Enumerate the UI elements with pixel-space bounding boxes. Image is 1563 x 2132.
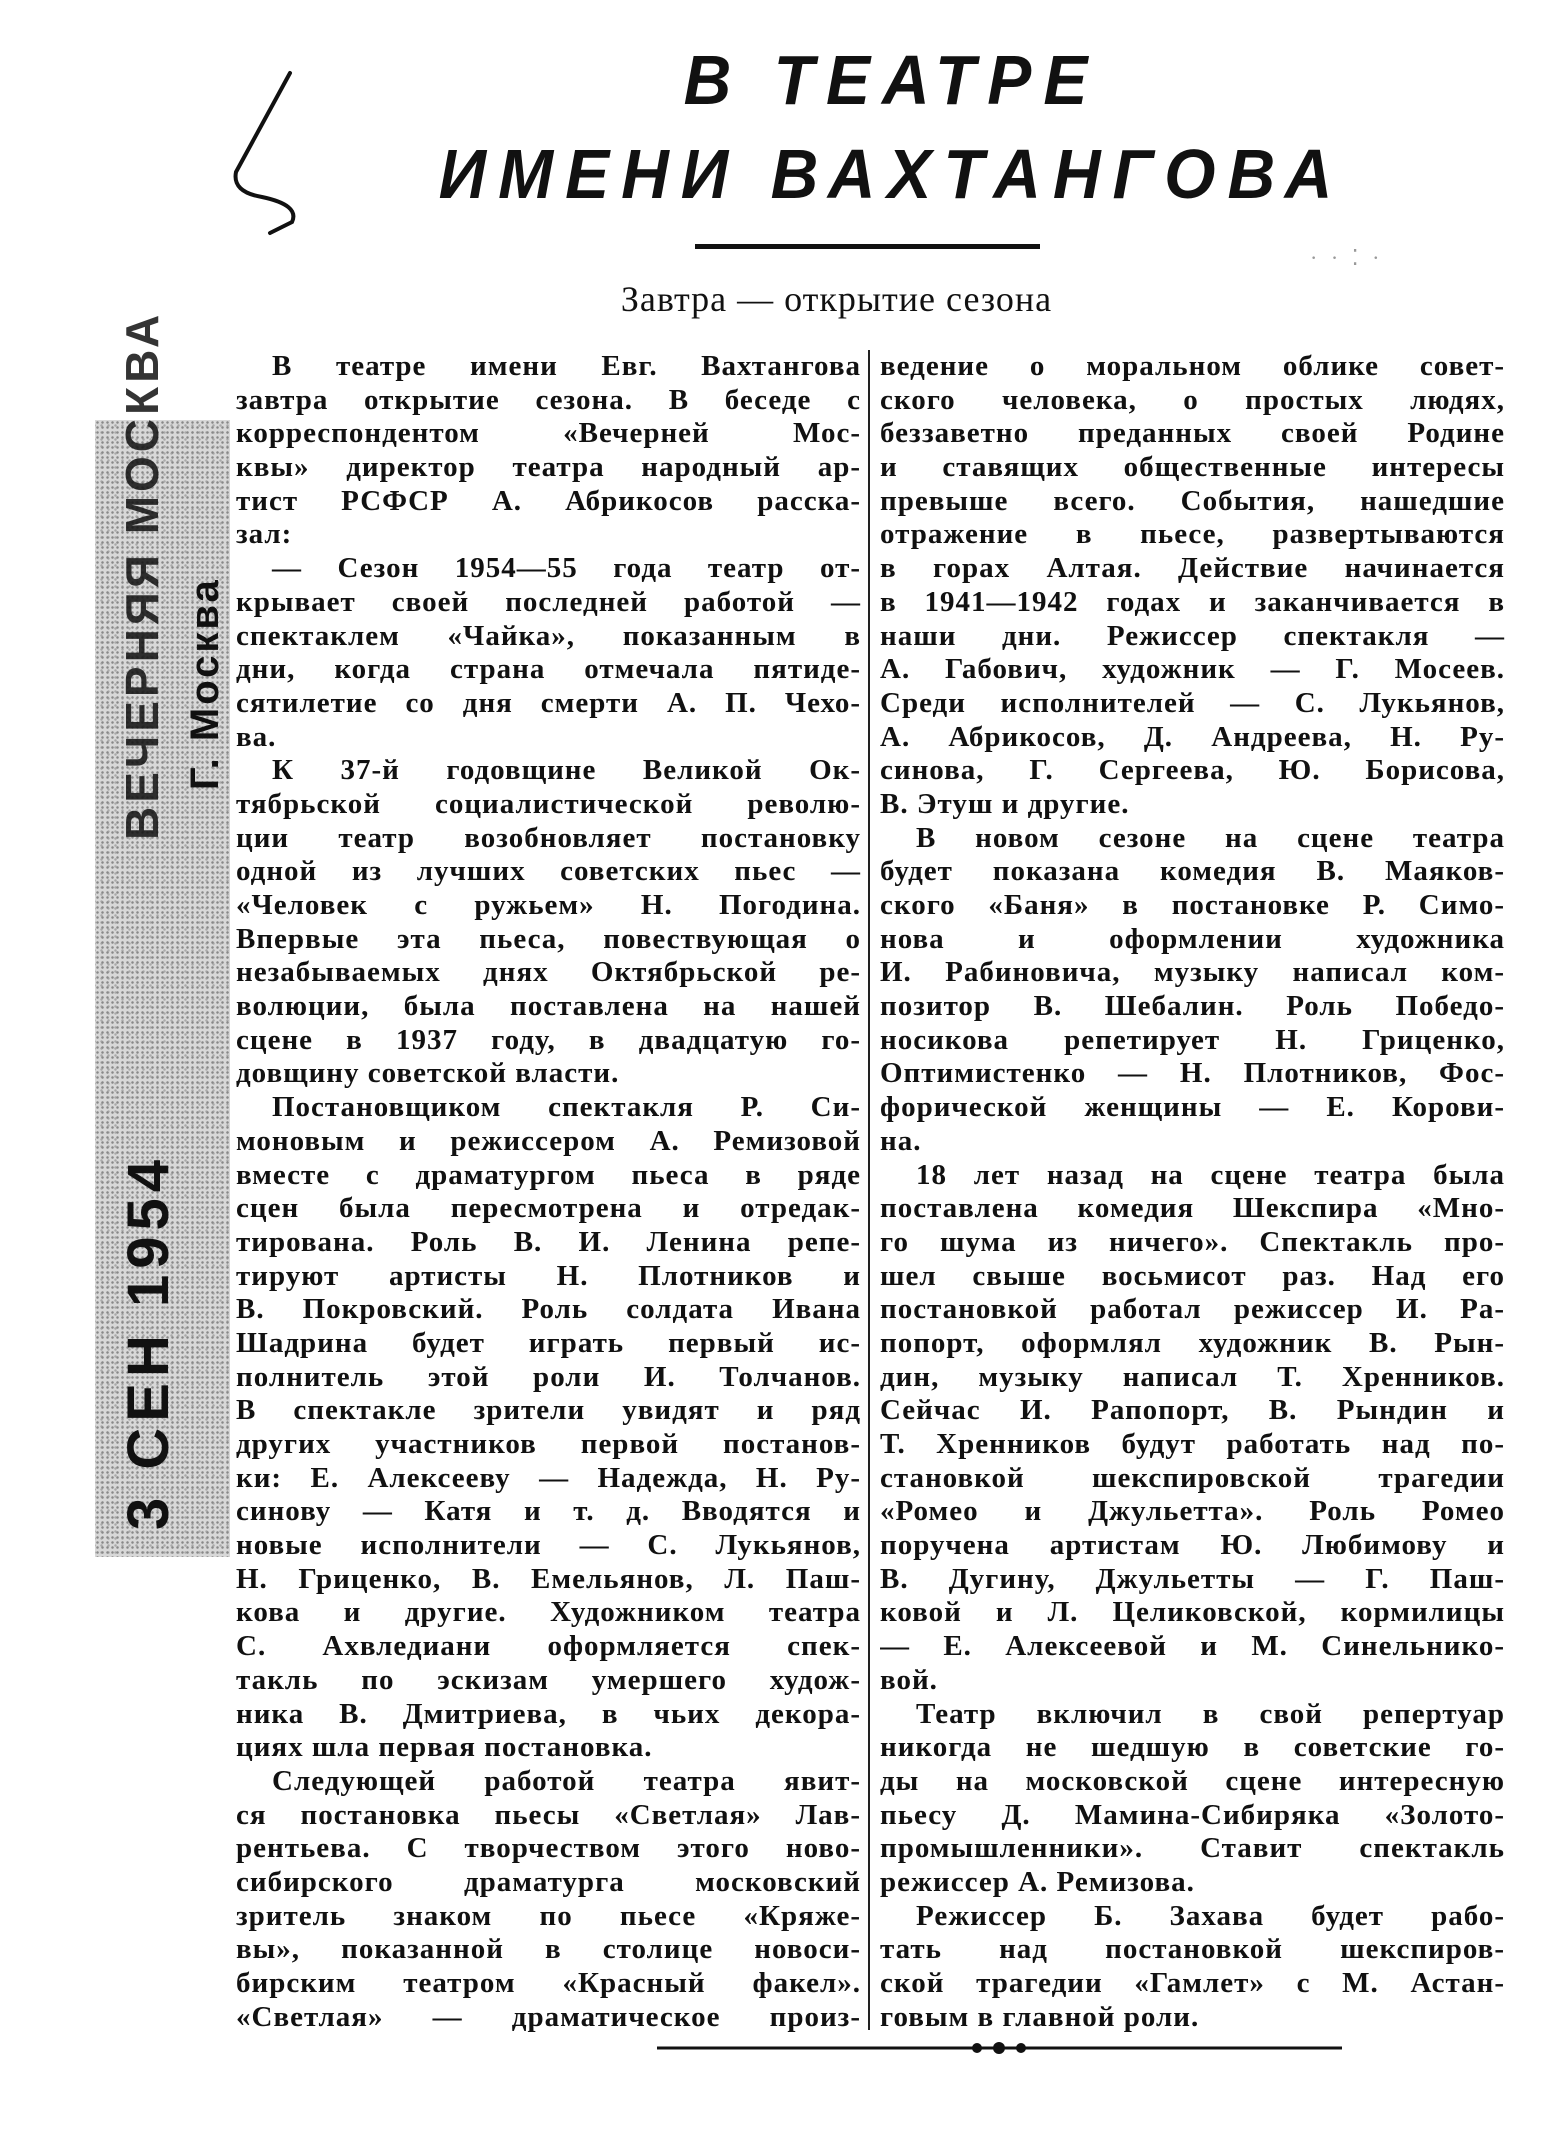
text-line: В новом сезоне на сцене театра [916,821,1505,854]
text-line: — Сезон 1954—55 года театр от- [272,552,861,585]
text-line: говым в главной роли. [880,2000,1200,2033]
text-line: тябрьской социалистической револю- [236,787,861,820]
text-line: корреспондентом «Вечерней Мос- [236,417,861,450]
text-line: новые исполнители — С. Лукьянов, [236,1529,861,1562]
text-line: дин, музыку написал Т. Хренников. [880,1360,1505,1393]
text-line: ского «Баня» в постановке Р. Симо- [880,889,1505,921]
text-line: «Светлая» — драматическое произ- [236,2000,861,2033]
text-line: отражение в пьесе, развертываются [880,518,1505,551]
text-line: поручена артистам Ю. Любимову и [880,1529,1505,1562]
paragraph [236,754,861,1091]
archive-stamp [95,310,230,1557]
text-line: Оптимистенко — Н. Плотников, Фос- [880,1057,1505,1090]
paragraph [880,1698,1505,1900]
text-line: синову — Катя и т. д. Вводятся и [236,1495,861,1528]
text-line: Впервые эта пьеса, повествующая о [236,922,861,955]
text-line: С. Ахвледиани оформляется спек- [236,1630,861,1663]
text-line: полнитель этой роли И. Толчанов. [236,1360,861,1393]
text-line: попорт, оформлял художник В. Рын- [880,1326,1505,1359]
text-line: волюции, была поставлена на нашей [236,990,861,1023]
text-line: в горах Алтая. Действие начинается [880,552,1505,585]
text-line: А. Габович, художник — Г. Мосеев. [880,653,1505,686]
stamp-date: 3 СЕН 1954 [116,1154,181,1530]
text-line: Н. Гриценко, В. Емельянов, Л. Паш- [236,1562,861,1595]
text-line: тист РСФСР А. Абрикосов расска- [236,484,861,517]
text-line: тать над постановкой шекспиров- [880,1933,1505,1966]
text-line: зал: [236,518,293,551]
text-line: ника В. Дмитриева, в чьих декора- [236,1697,861,1730]
text-line: кова и другие. Художником театра [236,1596,861,1629]
text-line: Сейчас И. Рапопорт, В. Рындин и [880,1394,1505,1427]
text-line: «Ромео и Джульетта». Роль Ромео [880,1495,1505,1528]
text-line: Режиссер Б. Захава будет рабо- [916,1899,1505,1932]
text-line: одной из лучших советских пьес — [236,855,861,888]
paragraph [880,350,1505,822]
paragraph [880,1900,1505,2035]
text-line: В. Покровский. Роль солдата Ивана [236,1293,861,1326]
text-line: ки: Е. Алексееву — Надежда, Н. Ру- [236,1461,861,1494]
text-line: в 1941—1942 годах и заканчивается в [880,585,1505,618]
text-line: ся постановка пьесы «Светлая» Лав- [236,1798,861,1831]
text-line: носикова репетирует Н. Гриценко, [880,1023,1505,1056]
text-line: Театр включил в свой репертуар [916,1697,1505,1730]
end-ornament [657,2040,1342,2056]
text-line: ского человека, о простых людях, [880,383,1505,416]
text-line: нова и оформлении художника [880,922,1505,955]
paragraph [880,1159,1505,1698]
text-line: К 37-й годовщине Великой Ок- [272,754,861,787]
paragraph [236,1765,861,2035]
text-line: на. [880,1124,922,1157]
paragraph [236,1091,861,1765]
text-line: Шадрина будет играть первый ис- [236,1326,861,1359]
text-line: моновым и режиссером А. Ремизовой [236,1124,861,1157]
text-line: зритель знаком по пьесе «Кряже- [236,1899,861,1932]
handwritten-pencil-mark [0,0,330,260]
text-line: А. Абрикосов, Д. Андреева, Н. Ру- [880,720,1505,753]
text-line: беззаветно преданных своей Родине [880,417,1505,450]
paragraph [236,350,861,552]
text-line: ведение о моральном облике совет- [880,350,1505,382]
text-line: И. Рабиновича, музыку написал ком- [880,956,1505,989]
text-line: дни, когда страна отмечала пятиде- [236,653,861,686]
text-line: синова, Г. Сергеева, Ю. Борисова, [880,754,1505,787]
text-line: крывает своей последней работой — [236,585,861,618]
article-column-right [880,350,1505,2034]
text-line: В театре имени Евг. Вахтангова [272,350,861,382]
text-line: ды на московской сцене интересную [880,1764,1505,1797]
headline-rule [695,244,1040,249]
text-line: «Человек с ружьем» Н. Погодина. [236,889,861,921]
headline-line-2: ИМЕНИ ВАХТАНГОВА [438,135,1345,213]
text-line: квы» директор театра народный ар- [236,451,861,484]
text-line: Следующей работой театра явит- [272,1764,861,1797]
stamp-newspaper-name: ВЕЧЕРНЯЯ МОСКВА [116,310,168,840]
text-line: тируют артисты Н. Плотников и [236,1259,861,1292]
text-line: ва. [236,720,277,753]
text-line: пьесу Д. Мамина-Сибиряка «Золото- [880,1798,1505,1831]
text-line: довщину советской власти. [236,1057,620,1090]
text-line: вой. [880,1663,938,1696]
article-column-left [236,350,861,2034]
text-line: и ставящих общественные интересы [880,451,1505,484]
text-line: сцен была пересмотрена и отредак- [236,1192,861,1225]
text-line: В. Этуш и другие. [880,787,1130,820]
text-line: сцене в 1937 году, в двадцатую го- [236,1023,861,1056]
text-line: других участников первой постанов- [236,1428,861,1460]
paragraph [236,552,861,754]
text-line: Т. Хренников будут работать над по- [880,1428,1505,1460]
text-line: вы», показанной в столице новоси- [236,1933,861,1966]
text-line: ковой и Л. Целиковской, кормилицы [880,1596,1505,1629]
text-line: тирована. Роль В. И. Ленина репе- [236,1225,861,1258]
text-line: будет показана комедия В. Маяков- [880,855,1505,888]
text-line: В. Дугину, Джульетты — Г. Паш- [880,1562,1505,1595]
faint-smudge: · · ⁚ · [1310,245,1384,270]
text-line: форической женщины — Е. Корови- [880,1091,1505,1124]
text-line: ской трагедии «Гамлет» с М. Астан- [880,1967,1505,1999]
text-line: поставлена комедия Шекспира «Мно- [880,1192,1505,1225]
text-line: режиссер А. Ремизова. [880,1865,1195,1898]
headline-line-1: В ТЕАТРЕ [683,41,1100,119]
text-line: В спектакле зрители увидят и ряд [236,1394,861,1427]
text-line: сятилетие со дня смерти А. П. Чехо- [236,686,861,719]
text-line: вместе с драматургом пьеса в ряде [236,1158,861,1191]
text-line: становкой шекспировской трагедии [880,1461,1505,1494]
text-line: 18 лет назад на сцене театра была [916,1158,1505,1191]
paragraph [880,822,1505,1159]
text-line: го шума из ничего». Спектакль про- [880,1225,1505,1258]
text-line: промышленники». Ставит спектакль [880,1832,1505,1865]
text-line: бирским театром «Красный факел». [236,1967,861,1999]
text-line: спектаклем «Чайка», показанным в [236,619,861,652]
text-line: рентьева. С творчеством этого ново- [236,1832,861,1865]
text-line: сибирского драматурга московский [236,1865,861,1898]
text-line: незабываемых днях Октябрьской ре- [236,956,861,989]
text-line: такль по эскизам умершего худож- [236,1663,861,1696]
text-line: превыше всего. События, нашедшие [880,484,1505,517]
text-line: постановкой работал режиссер И. Ра- [880,1293,1505,1326]
text-line: шел свыше восьмисот раз. Над его [880,1259,1505,1292]
text-line: завтра открытие сезона. В беседе с [236,383,861,416]
text-line: позитор В. Шебалин. Роль Победо- [880,990,1505,1023]
text-line: никогда не шедшую в советские го- [880,1731,1505,1764]
article-subtitle: Завтра — открытие сезона [620,279,1053,319]
column-divider [868,350,870,2030]
text-line: ции театр возобновляет постановку [236,821,861,854]
text-line: Среди исполнителей — С. Лукьянов, [880,686,1505,719]
stamp-city: Г. Москва [183,577,227,790]
text-line: Постановщиком спектакля Р. Си- [272,1091,861,1124]
text-line: наши дни. Режиссер спектакля — [880,619,1505,652]
text-line: — Е. Алексеевой и М. Синельнико- [880,1630,1505,1663]
text-line: циях шла первая постановка. [236,1731,653,1764]
